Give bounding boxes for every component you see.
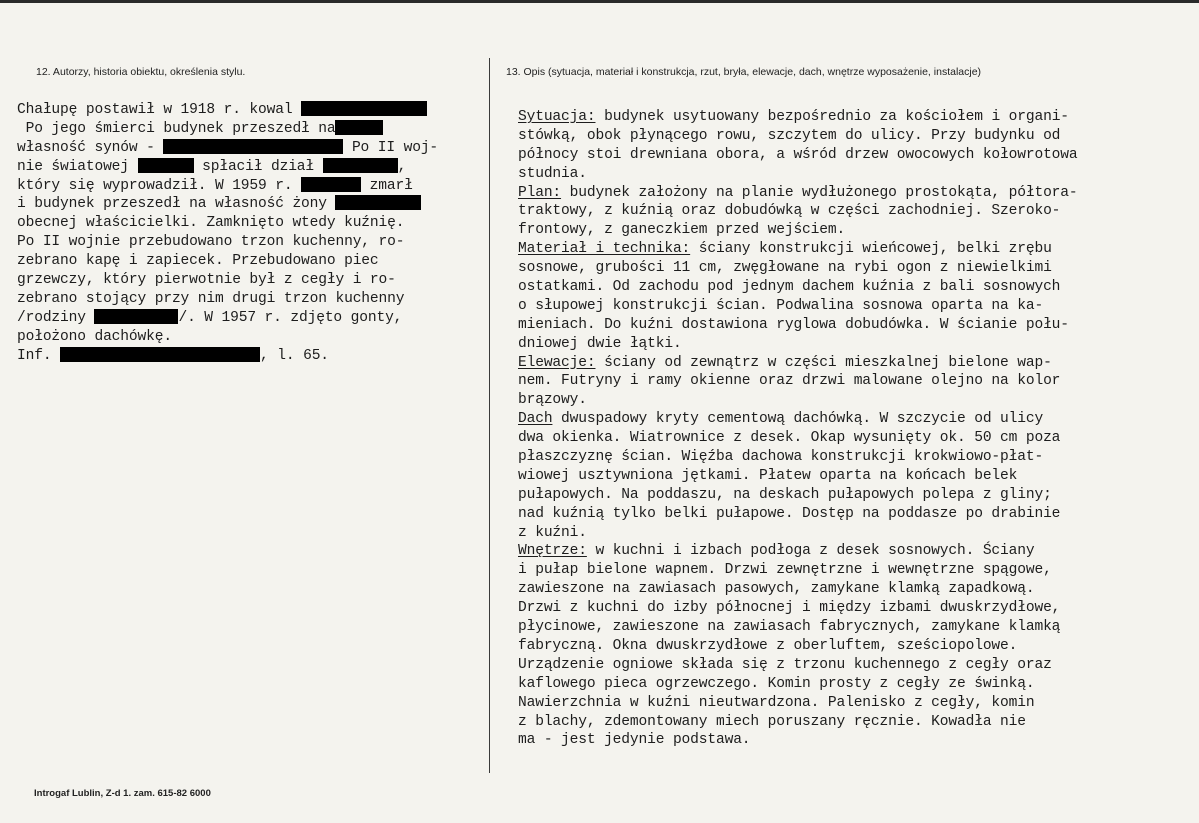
section-heading: Sytuacja: [518, 109, 596, 125]
redaction-bar [335, 195, 421, 210]
redaction-bar [60, 347, 260, 362]
right-column-header: 13. Opis (sytuacja, materiał i konstrukcja, rzut, bryła, elewacje, dach, wnętrze wyposażenie, instalacje) [506, 66, 982, 78]
description-line [518, 713, 1078, 732]
description-line [518, 316, 1078, 335]
line-text: położono dachówkę. [17, 328, 172, 345]
history-line [17, 101, 438, 120]
description-line [518, 486, 1078, 505]
history-line [17, 309, 438, 328]
description-line [518, 127, 1078, 146]
line-text: północy stoi drewniana obora, a wśród drzew owocowych kołowrotowa [518, 146, 1078, 163]
line-text: ściany od zewnątrz w części mieszkalnej bielone wap- [595, 354, 1052, 371]
redaction-bar [335, 120, 383, 135]
line-text: ma - jest jedynie podstawa. [518, 732, 751, 749]
description-line [518, 202, 1078, 221]
description-line [518, 297, 1078, 316]
description-line [518, 731, 1078, 750]
line-text: /rodziny [17, 309, 95, 326]
description-line [518, 165, 1078, 184]
line-text: stówką, obok płynącego rowu, szczytem do ulicy. Przy budynku od [518, 127, 1061, 144]
line-text: frontowy, z ganeczkiem przed wejściem. [518, 222, 846, 239]
history-line [17, 347, 438, 366]
history-line [17, 177, 438, 196]
line-text: Urządzenie ogniowe składa się z trzonu kuchennego z cegły oraz [518, 656, 1052, 673]
line-text: zebrano stojący przy nim drugi trzon kuchenny [17, 290, 405, 307]
line-text: , l. 65. [260, 347, 329, 364]
history-line [17, 233, 438, 252]
line-text: zebrano kapę i zapiecek. Przebudowano piec [17, 253, 379, 270]
description-line [518, 429, 1078, 448]
redaction-bar [138, 158, 194, 173]
history-line [17, 195, 438, 214]
history-line [17, 139, 438, 158]
description-line [518, 259, 1078, 278]
description-line [518, 675, 1078, 694]
description-line [518, 391, 1078, 410]
history-line [17, 271, 438, 290]
top-edge [0, 0, 1199, 3]
line-text: fabryczną. Okna dwuskrzydłowe z oberluftem, sześciopolowe. [518, 637, 1018, 654]
line-text: dwuspadowy kryty cementową dachówką. W szczycie od ulicy [552, 411, 1044, 428]
line-text: z blachy, zdemontowany miech poruszany ręcznie. Kowadła nie [518, 713, 1026, 730]
redaction-bar [301, 101, 427, 116]
line-text: nad kuźnią tylko belki pułapowe. Dostęp na poddasze po drabinie [518, 505, 1061, 522]
history-text [17, 101, 438, 365]
description-line [518, 108, 1078, 127]
description-line [518, 524, 1078, 543]
section-heading: Materiał i technika: [518, 241, 691, 258]
line-text: brązowy. [518, 392, 587, 409]
history-line [17, 120, 438, 139]
history-line [17, 290, 438, 309]
line-text: grzewczy, który pierwotnie był z cegły i ro- [17, 272, 396, 289]
history-line [17, 328, 438, 347]
line-text: dniowej dwie łątki. [518, 335, 682, 352]
line-text: dwa okienka. Wiatrownice z desek. Okap wysunięty ok. 50 cm poza [518, 430, 1061, 447]
line-text: Po jego śmierci budynek przeszedł na [17, 120, 336, 137]
description-line [518, 618, 1078, 637]
line-text: obecnej właścicielki. Zamknięto wtedy kuźnię. [17, 215, 405, 232]
history-line [17, 214, 438, 233]
line-text: sosnowe, grubości 11 cm, zwęgłowane na rybi ogon z niewielkimi [518, 260, 1052, 277]
line-text: ostatkami. Od zachodu pod jednym dachem kuźnia z bali sosnowych [518, 279, 1061, 296]
description-line [518, 505, 1078, 524]
line-text: Chałupę postawił w 1918 r. kowal [17, 102, 302, 118]
description-line [518, 146, 1078, 165]
line-text: Po II woj- [343, 139, 439, 156]
line-text: nem. Futryny i ramy okienne oraz drzwi malowane olejno na kolor [518, 373, 1061, 390]
description-line [518, 467, 1078, 486]
line-text: , [397, 158, 407, 175]
line-text: i budynek przeszedł na własność żony [17, 196, 336, 213]
line-text: własność synów - [17, 139, 164, 156]
description-line [518, 372, 1078, 391]
printer-imprint: Introgaf Lublin, Z-d 1. zam. 615-82 6000 [34, 788, 211, 799]
redaction-bar [323, 158, 398, 173]
description-line [518, 240, 1078, 259]
line-text: kaflowego pieca ogrzewczego. Komin prosty z cegły ze świnką. [518, 675, 1035, 692]
description-line [518, 221, 1078, 240]
description-line [518, 580, 1078, 599]
description-line [518, 656, 1078, 675]
section-heading: Wnętrze: [518, 543, 587, 560]
description-line [518, 542, 1078, 561]
section-heading: Dach [518, 411, 553, 428]
description-line [518, 637, 1078, 656]
line-text: nie światowej [17, 158, 138, 175]
line-text: o słupowej konstrukcji ścian. Podwalina sosnowa oparta na ka- [518, 297, 1044, 314]
line-text: z kuźni. [518, 524, 587, 541]
line-text: pułapowych. Na poddaszu, na deskach pułapowych polepa z gliny; [518, 486, 1052, 503]
description-line [518, 410, 1078, 429]
history-line [17, 252, 438, 271]
line-text: Nawierzchnia w kuźni nieutwardzona. Palenisko z cegły, komin [518, 694, 1035, 711]
line-text: Po II wojnie przebudowano trzon kuchenny, ro- [17, 234, 405, 251]
line-text: płaszczyznę ścian. Więźba dachowa konstrukcji krokwiowo-płat- [518, 449, 1044, 466]
line-text: budynek założony na planie wydłużonego prostokąta, półtora- [561, 184, 1078, 201]
left-column-header: 12. Autorzy, historia obiektu, określenia stylu. [36, 66, 246, 78]
line-text: /. W 1957 r. zdjęto gonty, [178, 309, 403, 326]
redaction-bar [163, 139, 343, 154]
line-text: zmarł [361, 177, 413, 194]
line-text: mieniach. Do kuźni dostawiona ryglowa dobudówka. W ścianie połu- [518, 316, 1069, 333]
description-line [518, 448, 1078, 467]
section-heading: Plan: [518, 184, 562, 201]
description-line [518, 278, 1078, 297]
line-text: budynek usytuowany bezpośrednio za kościołem i organi- [595, 109, 1069, 125]
line-text: wiowej usztywniona jętkami. Płatew oparta na końcach belek [518, 467, 1018, 484]
description-line [518, 354, 1078, 373]
history-line [17, 158, 438, 177]
redaction-bar [94, 309, 178, 324]
line-text: zawieszone na zawiasach pasowych, zamykane klamką zapadkową. [518, 581, 1035, 598]
line-text: spłacił dział [193, 158, 323, 175]
line-text: Drzwi z kuchni do izby północnej i między izbami dwuskrzydłowe, [518, 600, 1061, 617]
description-line [518, 694, 1078, 713]
line-text: studnia. [518, 165, 587, 182]
column-divider [489, 58, 490, 773]
line-text: ściany konstrukcji wieńcowej, belki zrębu [690, 241, 1052, 258]
line-text: i pułap bielone wapnem. Drzwi zewnętrzne i wewnętrzne spągowe, [518, 562, 1052, 579]
line-text: płycinowe, zawieszone na zawiasach fabrycznych, zamykane klamką [518, 619, 1061, 636]
section-heading: Elewacje: [518, 354, 596, 371]
line-text: traktowy, z kuźnią oraz dobudówką w części zachodniej. Szeroko- [518, 203, 1061, 220]
description-line [518, 599, 1078, 618]
description-line [518, 335, 1078, 354]
description-line [518, 184, 1078, 203]
redaction-bar [301, 177, 361, 192]
line-text: w kuchni i izbach podłoga z desek sosnowych. Ściany [586, 543, 1035, 560]
line-text: który się wyprowadził. W 1959 r. [17, 177, 302, 194]
line-text: Inf. [17, 347, 61, 364]
description-text [518, 108, 1078, 750]
description-line [518, 561, 1078, 580]
